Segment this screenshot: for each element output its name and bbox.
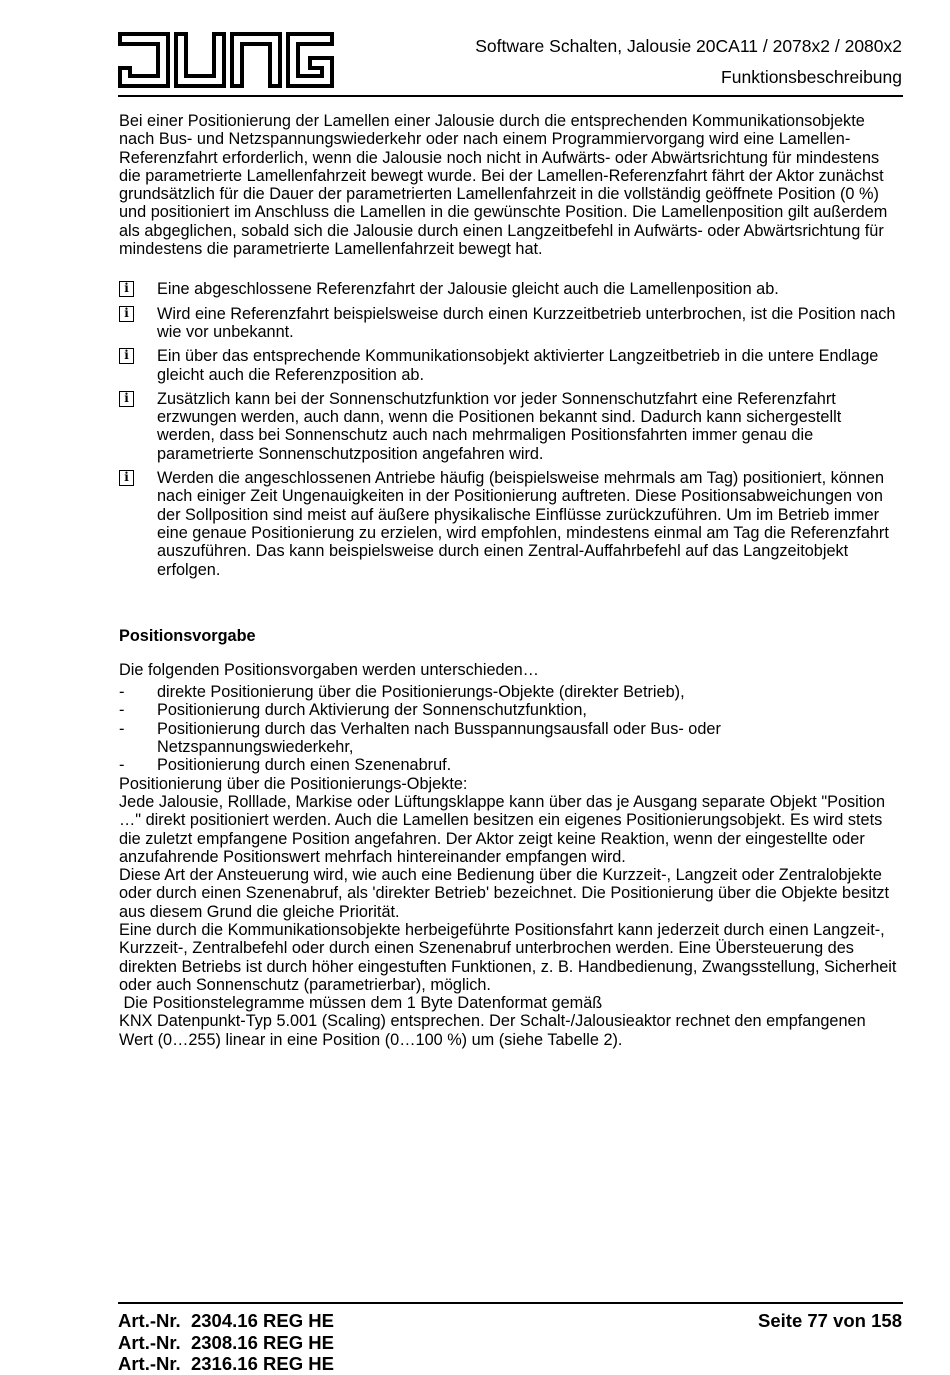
intro-paragraph: Bei einer Positionierung der Lamellen einer Jalousie durch die entsprechenden Kommunikationsobjekte nach Bus- und Netzspannungswiederkehr oder nach einem Programmiervorgang wird eine Lamellen-Referenzfahrt erforderlich, wenn die Jalousie noch nicht in Aufwärts- oder Abwärtsrichtung für mindestens die parametrierte Lamellenfahrzeit bewegt wurde. Bei der Lamellen-Referenzfahrt fährt der Aktor zunächst grundsätzlich für die Dauer der parametrierten Lamellenfahrzeit in die vollständig geöffnete Position (0 %) und positioniert im Anschluss die Lamellen in die gewünschte Position. Die Lamellenposition gilt außerdem als abgeglichen, sobald sich die Jalousie durch einen Langzeitbefehl in Aufwärts- oder Abwärtsrichtung für mindestens die parametrierte Lamellenfahrzeit bewegt hat.: [119, 112, 888, 259]
info-note-text: Ein über das entsprechende Kommunikationsobjekt aktivierter Langzeitbetrieb in die untere Endlage gleicht auch die Referenzposition ab.: [157, 347, 879, 384]
page-number: Seite 77 von 158: [758, 1310, 902, 1331]
info-icon: i: [119, 281, 134, 297]
article-number: Art.-Nr. 2316.16 REG HE: [118, 1353, 334, 1374]
article-number: Art.-Nr. 2304.16 REG HE: [118, 1310, 334, 1331]
page-content: [119, 112, 903, 1049]
body-line: Positionierung über die Positionierungs-Objekte:: [119, 774, 468, 793]
info-icon: i: [119, 306, 134, 322]
jung-logo: [118, 32, 334, 88]
info-notes: [119, 280, 903, 578]
article-number: Art.-Nr. 2308.16 REG HE: [118, 1331, 334, 1353]
info-icon: i: [119, 391, 134, 407]
body-paragraph: Eine durch die Kommunikationsobjekte herbeigeführte Positionsfahrt kann jederzeit durch einen Langzeit-, Kurzzeit-, Zentralbefehl oder durch einen Szenenabruf unterbrochen werden. Eine Übersteuerung des direkten Betriebs ist durch höher eingestuften Funktionen, z. B. Handbedienung, Zwangsstellung, Sicherheit oder auch Sonnenschutz (parametrierbar), möglich.: [119, 920, 897, 994]
dash-bullet: -: [119, 683, 125, 702]
info-note-text: Werden die angeschlossenen Antriebe häufig (beispielsweise mehrmals am Tag) positioniert, können nach einiger Zeit Ungenauigkeiten in der Positionierung auftreten. Diese Positionsabweichungen von der Sollposition sind meist auf äußere physikalische Einflüsse zurückzuführen. Um im Betrieb immer eine genaue Positionierung zu erzielen, wird empfohlen, mindestens einmal am Tag die Referenzfahrt auszuführen. Das kann beispielsweise durch einen Zentral-Auffahrbefehl auf das Langzeitobjekt erfolgen.: [157, 469, 889, 579]
article-numbers: [118, 1310, 334, 1375]
list-item: [119, 683, 903, 701]
info-note: [119, 305, 903, 342]
body-paragraph: Diese Art der Ansteuerung wird, wie auch eine Bedienung über die Kurzzeit-, Langzeit oder Zentralobjekte oder durch einen Szenenabruf, als 'direkter Betrieb' bezeichnet. Die Positionierung über die Objekte besitzt aus diesem Grund die gleiche Priorität.: [119, 866, 890, 921]
list-item-text: direkte Positionierung über die Positionierungs-Objekte (direkter Betrieb),: [157, 683, 685, 702]
info-note: [119, 280, 903, 298]
document-subtitle: Funktionsbeschreibung: [721, 67, 902, 87]
header-divider: [118, 95, 903, 97]
list-item-text: Positionierung durch einen Szenenabruf.: [157, 756, 452, 775]
position-types-list: [119, 683, 903, 774]
list-item: [119, 701, 903, 719]
info-note: [119, 469, 903, 579]
dash-bullet: -: [119, 701, 125, 720]
document-title: Software Schalten, Jalousie 20CA11 / 2078x2 / 2080x2: [475, 36, 902, 56]
section-heading: Positionsvorgabe: [119, 626, 256, 645]
info-note-text: Eine abgeschlossene Referenzfahrt der Jalousie gleicht auch die Lamellenposition ab.: [157, 280, 779, 299]
info-icon: i: [119, 470, 134, 486]
section-lead: Die folgenden Positionsvorgaben werden unterschieden…: [119, 660, 539, 679]
footer-divider: [118, 1302, 903, 1304]
list-item-text: Positionierung durch das Verhalten nach Busspannungsausfall oder Bus- oder Netzspannungswiederkehr,: [157, 719, 721, 757]
list-item: [119, 756, 903, 774]
info-icon: i: [119, 348, 134, 364]
list-item-text: Positionierung durch Aktivierung der Sonnenschutzfunktion,: [157, 701, 587, 720]
body-line: Die Positionstelegramme müssen dem 1 Byte Datenformat gemäß: [119, 994, 603, 1013]
info-note-text: Wird eine Referenzfahrt beispielsweise durch einen Kurzzeitbetrieb unterbrochen, ist die Position nach wie vor unbekannt.: [157, 304, 896, 341]
dash-bullet: -: [119, 756, 125, 775]
dash-bullet: -: [119, 719, 125, 738]
jung-logo-graphic: [118, 32, 334, 88]
list-item: [119, 720, 903, 757]
info-note-text: Zusätzlich kann bei der Sonnenschutzfunktion vor jeder Sonnenschutzfahrt eine Referenzfahrt erzwungen werden, auch dann, wenn die Positionen bekannt sind. Dadurch kann sichergestellt werden, dass bei Sonnenschutz auch nach mehrmaligen Positionsfahrten immer genau die parametrierte Sonnenschutzposition angefahren wird.: [157, 389, 842, 463]
info-note: [119, 347, 903, 384]
body-paragraph: KNX Datenpunkt-Typ 5.001 (Scaling) entsprechen. Der Schalt-/Jalousieaktor rechnet den empfangenen Wert (0…255) linear in eine Position (0…100 %) um (siehe Tabelle 2).: [119, 1012, 866, 1049]
info-note: [119, 390, 903, 463]
body-paragraph: Jede Jalousie, Rolllade, Markise oder Lüftungsklappe kann über das je Ausgang separate Objekt "Position …" direkt positioniert werden. Auch die Lamellen besitzen ein eigenes Positionierungsobjekt. Es wird stets die zuletzt empfangene Position angefahren. Der Aktor zeigt keine Reaktion, wenn der eingestellte oder anzufahrende Positionswert mehrfach hintereinander empfangen wird.: [119, 792, 886, 866]
